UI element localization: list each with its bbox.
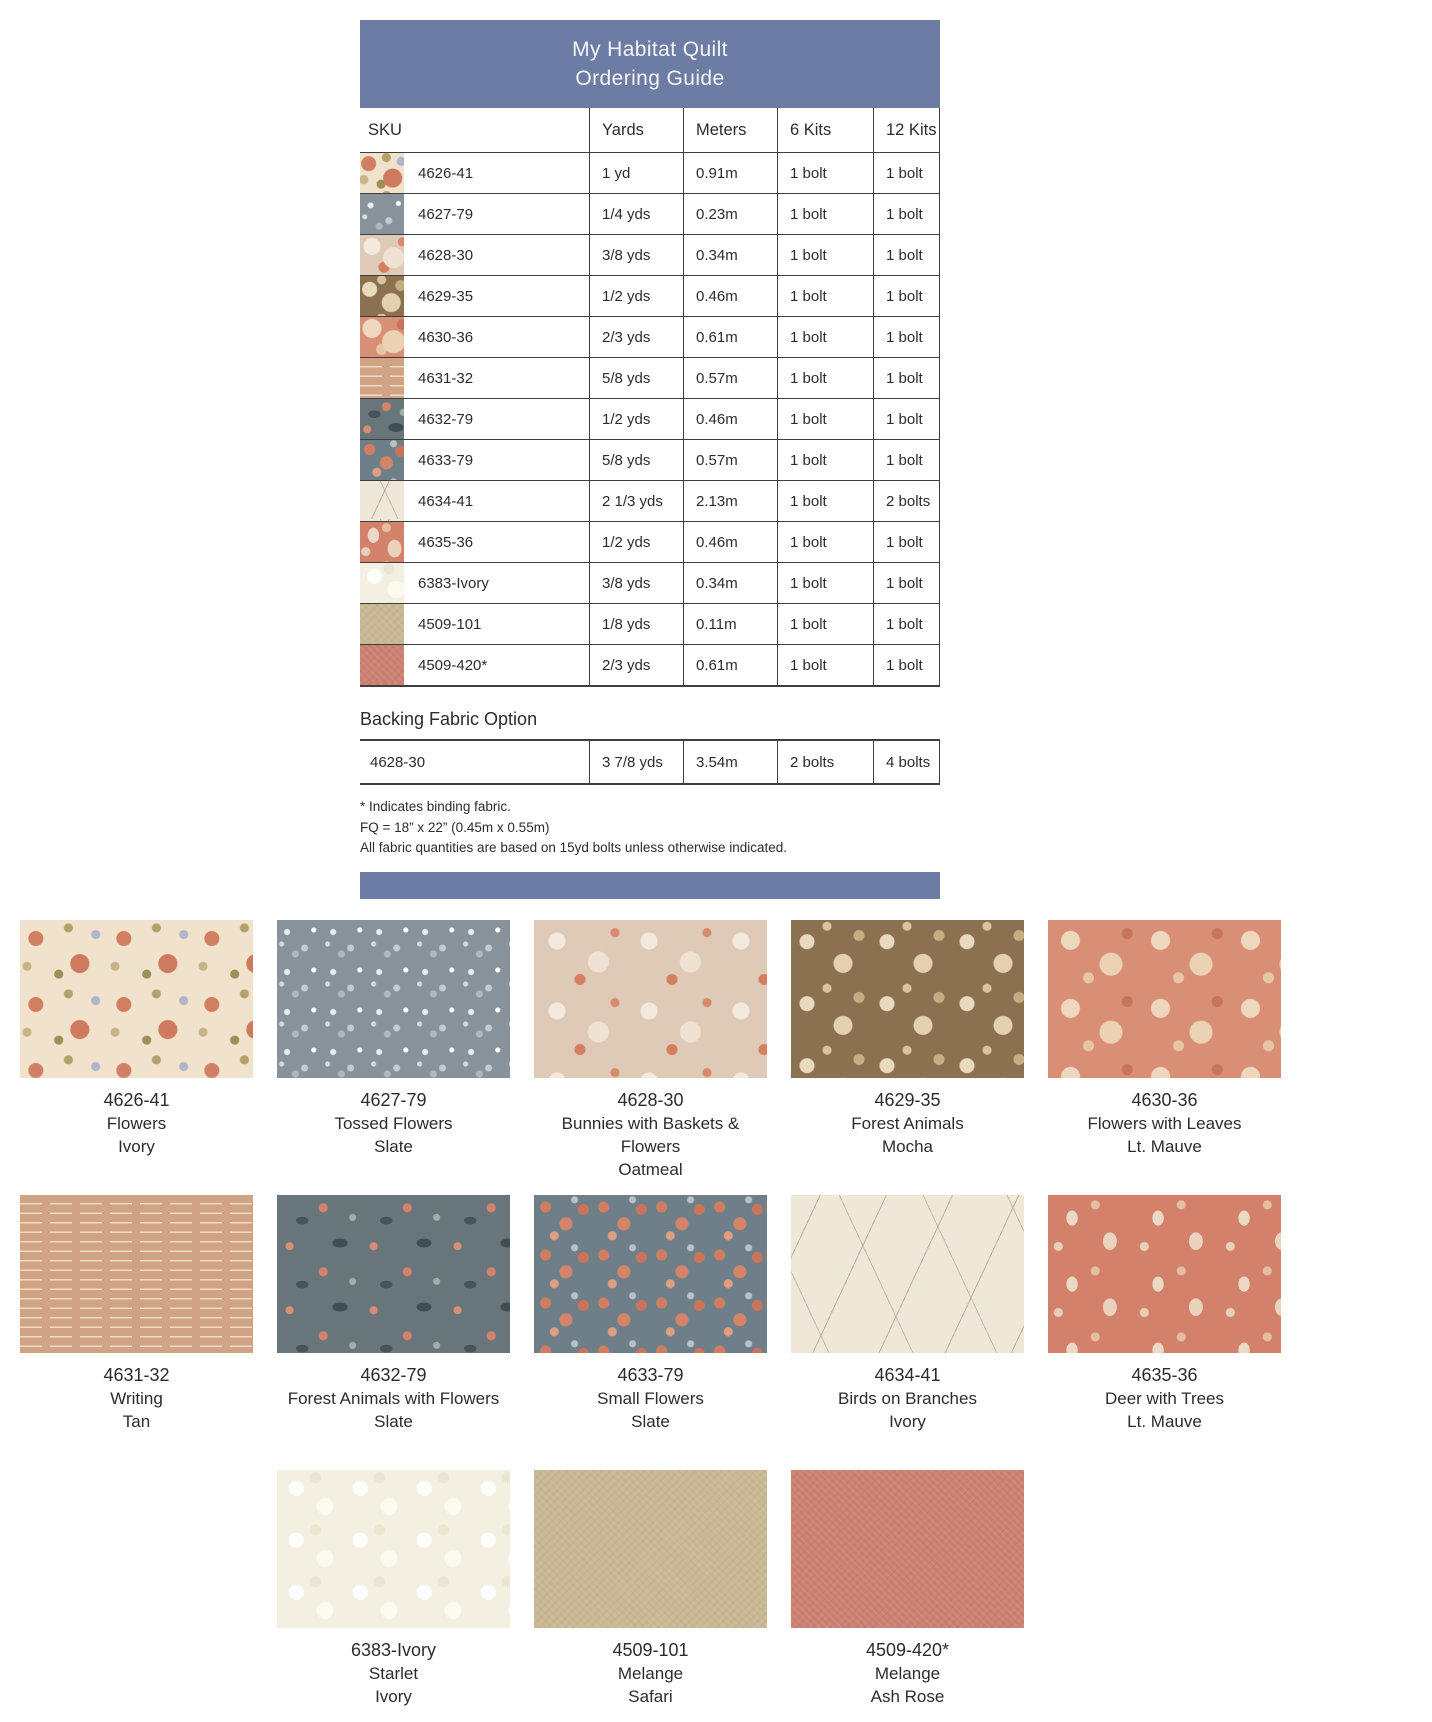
swatch-colorway: Mocha bbox=[881, 1137, 934, 1156]
fabric-swatch-image bbox=[534, 1470, 767, 1628]
kits6-value: 1 bolt bbox=[777, 276, 873, 316]
sku-label: 4633-79 bbox=[418, 451, 474, 469]
table-row bbox=[360, 563, 940, 604]
meters-value: 0.57m bbox=[683, 440, 777, 480]
fabric-thumbnail bbox=[360, 317, 404, 357]
fabric-thumbnail bbox=[360, 235, 404, 275]
ordering-table bbox=[360, 108, 940, 687]
kits12-value: 1 bolt bbox=[873, 317, 940, 357]
table-row bbox=[360, 153, 940, 194]
table-row bbox=[360, 604, 940, 645]
column-header-meters: Meters bbox=[683, 108, 777, 152]
yards-value: 3 7/8 yds bbox=[589, 741, 683, 783]
meters-value: 3.54m bbox=[683, 741, 777, 783]
backing-fabric-row bbox=[360, 741, 940, 783]
swatch-card bbox=[1048, 920, 1281, 1181]
kits6-value: 1 bolt bbox=[777, 440, 873, 480]
sku-label: 4632-79 bbox=[418, 410, 474, 428]
swatch-colorway: Safari bbox=[628, 1687, 673, 1706]
kits12-value: 1 bolt bbox=[873, 235, 940, 275]
swatch-card bbox=[791, 920, 1024, 1181]
kits6-value: 1 bolt bbox=[777, 563, 873, 603]
table-row bbox=[360, 399, 940, 440]
swatch-colorway: Oatmeal bbox=[618, 1160, 683, 1179]
swatch-sku: 6383-Ivory bbox=[350, 1640, 437, 1660]
yards-value: 1 yd bbox=[589, 153, 683, 193]
table-row bbox=[360, 194, 940, 235]
meters-value: 0.61m bbox=[683, 317, 777, 357]
swatch-name: Melange bbox=[617, 1664, 684, 1683]
meters-value: 0.46m bbox=[683, 276, 777, 316]
swatch-grid-row-2 bbox=[20, 1195, 1281, 1433]
sku-label: 4509-420* bbox=[418, 656, 488, 674]
kits12-value: 1 bolt bbox=[873, 358, 940, 398]
sku-label: 4628-30 bbox=[418, 246, 474, 264]
document-footer-bar bbox=[360, 872, 940, 899]
footnote-quantities: All fabric quantities are based on 15yd bolts unless otherwise indicated. bbox=[360, 840, 788, 855]
sku-label: 4628-30 bbox=[370, 753, 426, 771]
kits6-value: 1 bolt bbox=[777, 153, 873, 193]
kits12-value: 1 bolt bbox=[873, 153, 940, 193]
swatch-card bbox=[277, 920, 510, 1181]
fabric-swatch-image bbox=[1048, 920, 1281, 1078]
fabric-swatch-image bbox=[20, 920, 253, 1078]
kits12-value: 1 bolt bbox=[873, 440, 940, 480]
meters-value: 0.34m bbox=[683, 235, 777, 275]
sku-label: 4634-41 bbox=[418, 492, 474, 510]
swatch-grid-row-1 bbox=[20, 920, 1281, 1181]
sku-label: 4629-35 bbox=[418, 287, 474, 305]
swatch-sku: 4509-101 bbox=[612, 1640, 689, 1660]
kits6-value: 1 bolt bbox=[777, 194, 873, 234]
meters-value: 0.61m bbox=[683, 645, 777, 685]
swatch-sku: 4634-41 bbox=[874, 1365, 941, 1385]
fabric-thumbnail bbox=[360, 153, 404, 193]
swatch-name: Melange bbox=[874, 1664, 941, 1683]
swatch-colorway: Ash Rose bbox=[870, 1687, 945, 1706]
fabric-swatch-image bbox=[277, 920, 510, 1078]
swatch-sku: 4627-79 bbox=[360, 1090, 427, 1110]
yards-value: 5/8 yds bbox=[589, 358, 683, 398]
kits12-value: 1 bolt bbox=[873, 399, 940, 439]
table-header-row bbox=[360, 108, 940, 153]
yards-value: 3/8 yds bbox=[589, 235, 683, 275]
kits12-value: 1 bolt bbox=[873, 604, 940, 644]
kits12-value: 2 bolts bbox=[873, 481, 940, 521]
swatch-sku: 4509-420* bbox=[865, 1640, 950, 1660]
table-row bbox=[360, 645, 940, 687]
table-row bbox=[360, 235, 940, 276]
sku-label: 6383-Ivory bbox=[418, 574, 489, 592]
swatch-name: Deer with Trees bbox=[1104, 1389, 1225, 1408]
swatch-name: Bunnies with Baskets & Flowers bbox=[561, 1114, 740, 1156]
footnote-fq: FQ = 18” x 22” (0.45m x 0.55m) bbox=[360, 819, 550, 835]
swatch-grid-row-3 bbox=[277, 1470, 1024, 1708]
swatch-card bbox=[534, 920, 767, 1181]
fabric-swatch-image bbox=[20, 1195, 253, 1353]
swatch-sku: 4635-36 bbox=[1131, 1365, 1198, 1385]
yards-value: 2/3 yds bbox=[589, 645, 683, 685]
yards-value: 2 1/3 yds bbox=[589, 481, 683, 521]
fabric-thumbnail bbox=[360, 194, 404, 234]
kits12-value: 1 bolt bbox=[873, 276, 940, 316]
yards-value: 3/8 yds bbox=[589, 563, 683, 603]
swatch-card bbox=[277, 1470, 510, 1708]
swatch-sku: 4631-32 bbox=[103, 1365, 170, 1385]
meters-value: 0.91m bbox=[683, 153, 777, 193]
swatch-colorway: Ivory bbox=[118, 1137, 155, 1156]
swatch-name: Forest Animals with Flowers bbox=[287, 1389, 500, 1408]
fabric-swatch-image bbox=[791, 1195, 1024, 1353]
column-header-sku: SKU bbox=[368, 120, 402, 139]
meters-value: 0.57m bbox=[683, 358, 777, 398]
kits6-value: 1 bolt bbox=[777, 522, 873, 562]
footnotes bbox=[360, 797, 940, 859]
title-line-1: My Habitat Quilt bbox=[572, 38, 728, 61]
fabric-swatch-image bbox=[791, 920, 1024, 1078]
kits12-value: 1 bolt bbox=[873, 522, 940, 562]
footnote-binding: * Indicates binding fabric. bbox=[360, 799, 511, 814]
kits6-value: 1 bolt bbox=[777, 358, 873, 398]
kits12-value: 1 bolt bbox=[873, 194, 940, 234]
fabric-swatch-image bbox=[277, 1195, 510, 1353]
kits6-value: 1 bolt bbox=[777, 604, 873, 644]
swatch-name: Flowers bbox=[106, 1114, 167, 1133]
table-row bbox=[360, 440, 940, 481]
sku-label: 4626-41 bbox=[418, 164, 474, 182]
swatch-colorway: Slate bbox=[374, 1412, 413, 1431]
sku-label: 4631-32 bbox=[418, 369, 474, 387]
yards-value: 1/2 yds bbox=[589, 399, 683, 439]
swatch-colorway: Ivory bbox=[889, 1412, 926, 1431]
swatch-name: Writing bbox=[110, 1389, 163, 1408]
swatch-name: Birds on Branches bbox=[838, 1389, 977, 1408]
kits6-value: 2 bolts bbox=[777, 741, 873, 783]
sku-label: 4509-101 bbox=[418, 615, 482, 633]
swatch-card bbox=[791, 1195, 1024, 1433]
backing-fabric-table bbox=[360, 739, 940, 785]
column-header-12kits: 12 Kits bbox=[873, 108, 940, 152]
swatch-name: Flowers with Leaves bbox=[1087, 1114, 1242, 1133]
swatch-sku: 4629-35 bbox=[874, 1090, 941, 1110]
yards-value: 1/2 yds bbox=[589, 522, 683, 562]
meters-value: 0.46m bbox=[683, 522, 777, 562]
swatch-colorway: Slate bbox=[631, 1412, 670, 1431]
table-row bbox=[360, 481, 940, 522]
fabric-swatch-image bbox=[791, 1470, 1024, 1628]
swatch-card bbox=[1048, 1195, 1281, 1433]
ordering-guide-document bbox=[360, 20, 940, 899]
kits12-value: 1 bolt bbox=[873, 563, 940, 603]
swatch-colorway: Lt. Mauve bbox=[1127, 1137, 1202, 1156]
swatch-sku: 4628-30 bbox=[617, 1090, 684, 1110]
swatch-colorway: Ivory bbox=[375, 1687, 412, 1706]
yards-value: 2/3 yds bbox=[589, 317, 683, 357]
yards-value: 1/8 yds bbox=[589, 604, 683, 644]
fabric-thumbnail bbox=[360, 481, 404, 521]
fabric-thumbnail bbox=[360, 440, 404, 480]
sku-label: 4635-36 bbox=[418, 533, 474, 551]
swatch-name: Small Flowers bbox=[597, 1389, 704, 1408]
yards-value: 5/8 yds bbox=[589, 440, 683, 480]
kits6-value: 1 bolt bbox=[777, 317, 873, 357]
fabric-thumbnail bbox=[360, 276, 404, 316]
kits12-value: 4 bolts bbox=[873, 741, 940, 783]
fabric-swatch-image bbox=[1048, 1195, 1281, 1353]
swatch-sku: 4633-79 bbox=[617, 1365, 684, 1385]
kits6-value: 1 bolt bbox=[777, 481, 873, 521]
kits12-value: 1 bolt bbox=[873, 645, 940, 685]
column-header-6kits: 6 Kits bbox=[777, 108, 873, 152]
title-line-2: Ordering Guide bbox=[575, 67, 725, 90]
kits6-value: 1 bolt bbox=[777, 645, 873, 685]
fabric-thumbnail bbox=[360, 399, 404, 439]
fabric-swatch-image bbox=[534, 1195, 767, 1353]
swatch-name: Tossed Flowers bbox=[334, 1114, 453, 1133]
fabric-thumbnail bbox=[360, 645, 404, 685]
swatch-sku: 4626-41 bbox=[103, 1090, 170, 1110]
yards-value: 1/4 yds bbox=[589, 194, 683, 234]
swatch-card bbox=[534, 1195, 767, 1433]
swatch-colorway: Lt. Mauve bbox=[1127, 1412, 1202, 1431]
meters-value: 0.23m bbox=[683, 194, 777, 234]
column-header-yards: Yards bbox=[589, 108, 683, 152]
sku-label: 4630-36 bbox=[418, 328, 474, 346]
fabric-thumbnail bbox=[360, 604, 404, 644]
fabric-swatch-image bbox=[277, 1470, 510, 1628]
backing-fabric-heading: Backing Fabric Option bbox=[360, 709, 538, 729]
table-row bbox=[360, 522, 940, 563]
meters-value: 0.11m bbox=[683, 604, 777, 644]
kits6-value: 1 bolt bbox=[777, 235, 873, 275]
fabric-thumbnail bbox=[360, 522, 404, 562]
swatch-name: Forest Animals bbox=[851, 1114, 964, 1133]
swatch-colorway: Slate bbox=[374, 1137, 413, 1156]
meters-value: 2.13m bbox=[683, 481, 777, 521]
yards-value: 1/2 yds bbox=[589, 276, 683, 316]
swatch-card bbox=[20, 1195, 253, 1433]
swatch-card bbox=[791, 1470, 1024, 1708]
meters-value: 0.46m bbox=[683, 399, 777, 439]
fabric-thumbnail bbox=[360, 358, 404, 398]
swatch-sku: 4632-79 bbox=[360, 1365, 427, 1385]
table-row bbox=[360, 358, 940, 399]
table-row bbox=[360, 317, 940, 358]
fabric-swatch-image bbox=[534, 920, 767, 1078]
swatch-card bbox=[20, 920, 253, 1181]
swatch-name: Starlet bbox=[368, 1664, 419, 1683]
fabric-thumbnail bbox=[360, 563, 404, 603]
meters-value: 0.34m bbox=[683, 563, 777, 603]
swatch-card bbox=[534, 1470, 767, 1708]
table-row bbox=[360, 276, 940, 317]
document-title-bar bbox=[360, 20, 940, 108]
swatch-colorway: Tan bbox=[122, 1412, 151, 1431]
sku-label: 4627-79 bbox=[418, 205, 474, 223]
swatch-card bbox=[277, 1195, 510, 1433]
swatch-sku: 4630-36 bbox=[1131, 1090, 1198, 1110]
kits6-value: 1 bolt bbox=[777, 399, 873, 439]
